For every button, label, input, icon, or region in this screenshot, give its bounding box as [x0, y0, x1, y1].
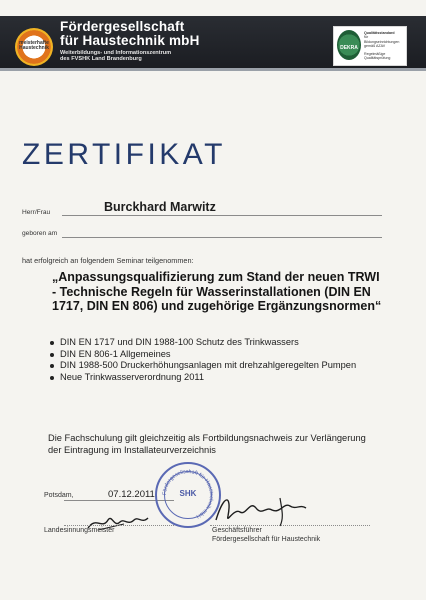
left-signature-line: [64, 525, 174, 526]
dekra-logo-icon: [337, 30, 361, 60]
left-signature-label: Landesinnungsmeister: [44, 527, 115, 534]
right-signature-line: [210, 525, 370, 526]
name-underline: [62, 215, 382, 216]
recipient-name: Burckhard Marwitz: [104, 200, 216, 214]
topic-item: DIN EN 1717 und DIN 1988-100 Schutz des Trinkwassers: [48, 337, 378, 349]
org-sub-line1: Weiterbildungs- und Informationszentrum: [60, 50, 172, 56]
certificate-title: ZERTIFIKAT: [22, 138, 226, 171]
right-signature-label-1: Geschäftsführer: [212, 527, 262, 534]
stamp-ring-label: Fördergesellschaft für Haustechnik mbH: [161, 468, 215, 520]
validity-note: Die Fachschulung gilt gleichzeitig als Fortbildungsnachweis zur Verlängerung der Eintragung im Installateurverzeichnis: [48, 433, 366, 455]
intro-text: hat erfolgreich an folgendem Seminar teilgenommen:: [22, 256, 194, 265]
topic-item: DIN 1988-500 Druckerhöhungsanlagen mit drehzahlgeregelten Pumpen: [48, 360, 378, 372]
right-signature: [210, 490, 310, 530]
org-name-line2: für Haustechnik mbH: [60, 33, 200, 48]
stamp-center-label: SHK: [179, 489, 197, 498]
org-subtitle: [60, 50, 171, 63]
place-label: Potsdam,: [44, 492, 74, 499]
topic-list: [48, 337, 378, 383]
dekra-line3: gemäß AZAV: [364, 44, 386, 49]
right-signature-label-2: Fördergesellschaft für Haustechnik: [212, 536, 321, 543]
salutation-label: Herr/Frau: [22, 209, 51, 216]
org-name: [60, 20, 200, 48]
topic-item: DIN EN 806-1 Allgemeines: [48, 349, 378, 361]
seal-text: meisterhafte Haustechnik: [19, 40, 49, 51]
course-title: „Anpassungsqualifizierung zum Stand der neuen TRWI - Technische Regeln für Wasserinstallationen (DIN EN 1717, DIN EN 806) und zugehörige Ergänzungsnormen“: [52, 270, 382, 313]
dekra-certification-badge: [333, 26, 407, 66]
dekra-label: DEKRA: [340, 45, 358, 51]
dekra-line1: Qualitätsstandard: [364, 31, 395, 35]
topic-item: Neue Trinkwasserverordnung 2011: [48, 372, 378, 384]
dekra-line4: Regelmäßige Qualitätsprüfung: [364, 51, 391, 61]
born-underline: [62, 237, 382, 238]
issue-date: 07.12.2011: [108, 489, 155, 500]
org-name-line1: Fördergesellschaft: [60, 19, 185, 34]
born-label: geboren am: [22, 230, 58, 237]
dekra-line2: für Bildungseinrichtungen: [364, 35, 400, 44]
quality-seal-icon: [15, 28, 53, 66]
dekra-text: [364, 31, 404, 60]
org-sub-line2: des FVSHK Land Brandenburg: [60, 56, 142, 63]
svg-text:Fördergesellschaft für Haustec: [162, 469, 214, 519]
